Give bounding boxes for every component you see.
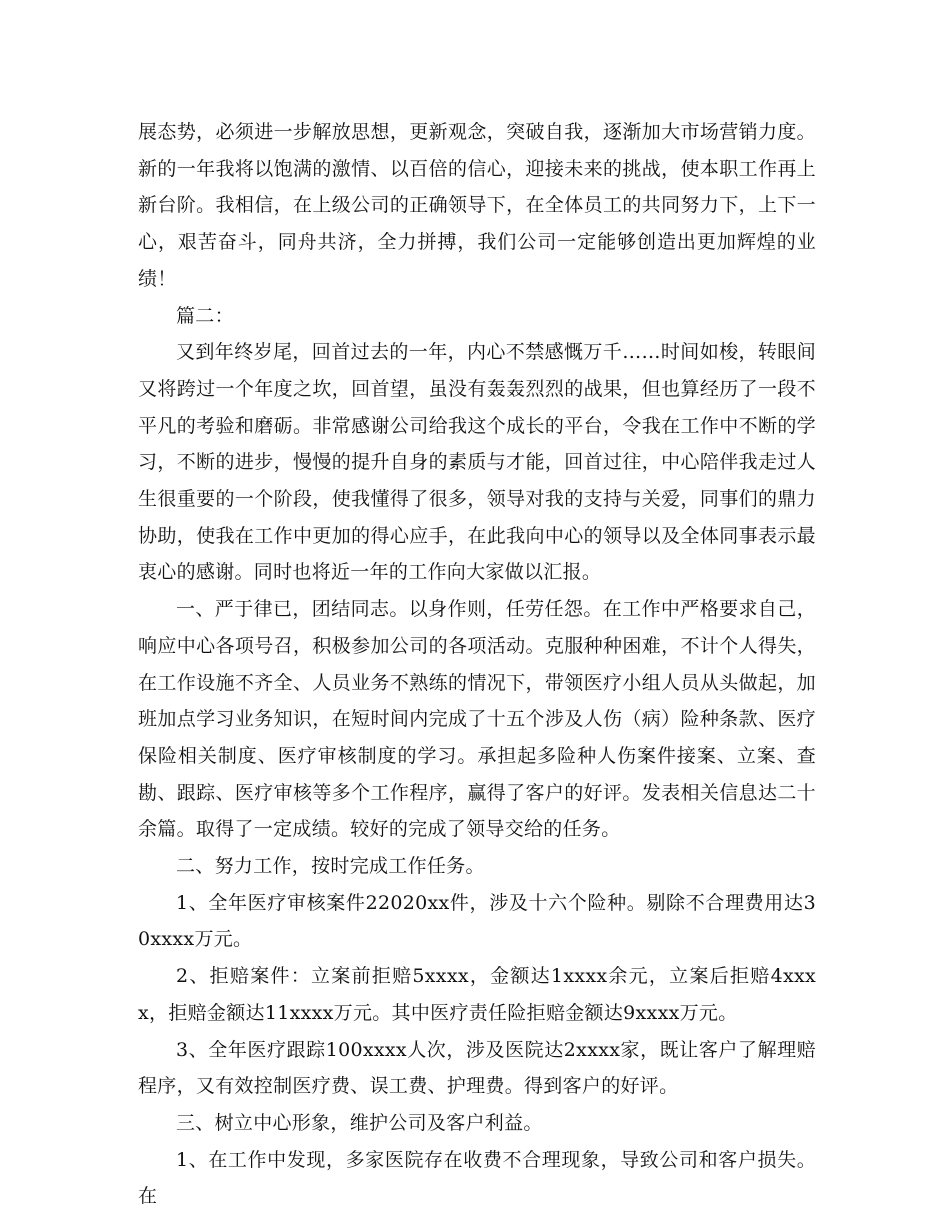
section-heading-part-two: 篇二： xyxy=(176,304,234,327)
paragraph-point-three-heading: 三、树立中心形象，维护公司及客户利益。 xyxy=(176,1111,543,1134)
paragraph-item-1: 1、全年医疗审核案件22020xx件，涉及十六个险种。剔除不合理费用达30xxxx万元。 xyxy=(138,891,816,951)
paragraph-item-2: 2、拒赔案件：立案前拒赔5xxxx，金额达1xxxx余元，立案后拒赔4xxxx，拒赔金额达11xxxx万元。其中医疗责任险拒赔金额达9xxxx万元。 xyxy=(138,965,816,1024)
paragraph-item-3: 3、全年医疗跟踪100xxxx人次，涉及医院达2xxxx家，既让客户了解理赔程序，又有效控制医疗费、误工费、护理费。得到客户的好评。 xyxy=(138,1038,816,1098)
paragraph-point-two-heading: 二、努力工作，按时完成工作任务。 xyxy=(176,855,485,878)
paragraph-intro: 又到年终岁尾，回首过去的一年，内心不禁感慨万千……时间如梭，转眼间又将跨过一个年度之坎，回首望，虽没有轰轰烈烈的战果，但也算经历了一段不平凡的考验和磨砺。非常感谢公司给我这个成长的平台，令我在工作中不断的学习，不断的进步，慢慢的提升自身的素质与才能，回首过往，中心陪伴我走过人生很重要的一个阶段，使我懂得了很多，领导对我的支持与关爱，同事们的鼎力协助，使我在工作中更加的得心应手，在此我向中心的领导以及全体同事表示最衷心的感谢。同时也将近一年的工作向大家做以汇报。 xyxy=(138,341,816,584)
paragraph-continuation: 展态势，必须进一步解放思想，更新观念，突破自我，逐渐加大市场营销力度。新的一年我将以饱满的激情、以百倍的信心，迎接未来的挑战，使本职工作再上新台阶。我相信，在上级公司的正确领导下，在全体员工的共同努力下，上下一心，艰苦奋斗，同舟共济，全力拼搏，我们公司一定能够创造出更加辉煌的业绩！ xyxy=(138,121,816,290)
paragraph-point-one: 一、严于律已，团结同志。以身作则，任劳任怨。在工作中严格要求自己，响应中心各项号召，积极参加公司的各项活动。克服种种困难，不计个人得失，在工作设施不齐全、人员业务不熟练的情况下，带领医疗小组人员从头做起，加班加点学习业务知识，在短时间内完成了十五个涉及人伤（病）险种条款、医疗保险相关制度、医疗审核制度的学习。承担起多险种人伤案件接案、立案、查勘、跟踪、医疗审核等多个工作程序，赢得了客户的好评。发表相关信息达二十余篇。取得了一定成绩。较好的完成了领导交给的任务。 xyxy=(138,598,816,841)
document-body xyxy=(138,114,816,1215)
paragraph-point-three-item-1: 1、在工作中发现，多家医院存在收费不合理现象，导致公司和客户损失。在 xyxy=(138,1148,816,1208)
